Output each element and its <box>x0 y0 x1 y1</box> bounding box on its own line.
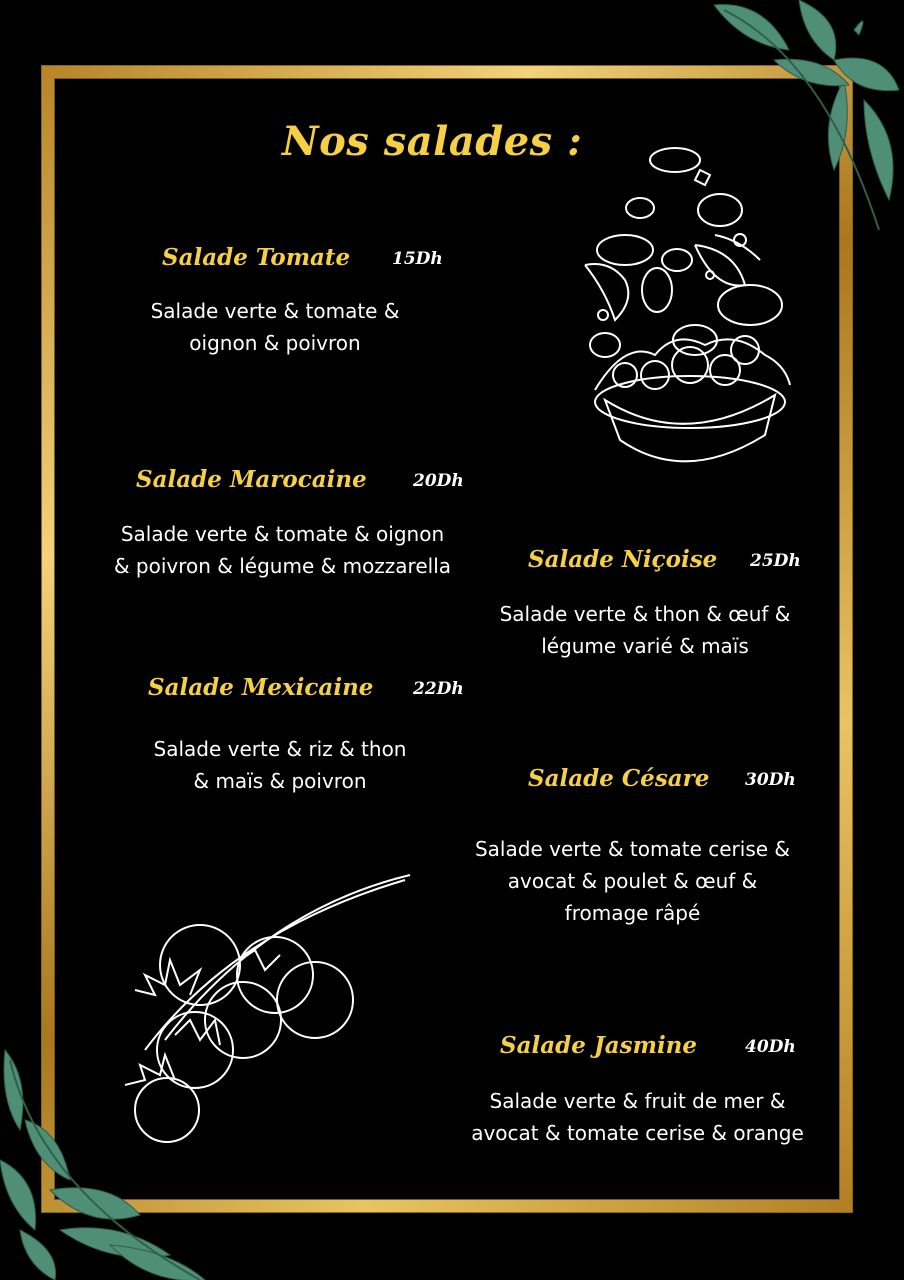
item-name-mexicaine: Salade Mexicaine <box>148 674 374 701</box>
item-name-tomate: Salade Tomate <box>162 244 351 271</box>
desc-line: Salade verte & riz & thon <box>153 737 407 761</box>
page-title: Nos salades : <box>282 118 583 165</box>
desc-line: Salade verte & fruit de mer & <box>489 1089 786 1113</box>
desc-line: & maïs & poivron <box>193 769 367 793</box>
item-desc-mexicaine <box>130 733 430 797</box>
item-desc-marocaine <box>95 518 470 582</box>
desc-line: Salade verte & tomate & <box>150 299 400 323</box>
item-price-mexicaine: 22Dh <box>413 679 464 699</box>
item-name-cesare: Salade Césare <box>528 765 710 792</box>
item-price-jasmine: 40Dh <box>745 1037 796 1057</box>
desc-line: Salade verte & tomate & oignon <box>120 522 445 546</box>
item-desc-nicoise <box>485 598 805 662</box>
desc-line: Salade verte & thon & œuf & <box>499 602 791 626</box>
item-price-cesare: 30Dh <box>745 770 796 790</box>
desc-line: légume varié & maïs <box>541 634 749 658</box>
desc-line: avocat & poulet & œuf & <box>507 869 758 893</box>
desc-line: Salade verte & tomate cerise & <box>474 837 791 861</box>
item-price-nicoise: 25Dh <box>750 551 801 571</box>
desc-line: & poivron & légume & mozzarella <box>113 554 452 578</box>
item-name-marocaine: Salade Marocaine <box>136 466 367 493</box>
item-name-jasmine: Salade Jasmine <box>500 1032 698 1059</box>
item-desc-jasmine <box>455 1085 820 1149</box>
desc-line: oignon & poivron <box>189 331 361 355</box>
item-price-tomate: 15Dh <box>392 249 443 269</box>
item-desc-tomate <box>130 295 420 359</box>
item-desc-cesare <box>460 833 805 929</box>
item-name-nicoise: Salade Niçoise <box>528 546 718 573</box>
cherry-tomato-illustration <box>105 870 415 1170</box>
item-price-marocaine: 20Dh <box>413 471 464 491</box>
salad-bowl-illustration <box>565 140 805 480</box>
desc-line: avocat & tomate cerise & orange <box>471 1121 804 1145</box>
desc-line: fromage râpé <box>564 901 701 925</box>
